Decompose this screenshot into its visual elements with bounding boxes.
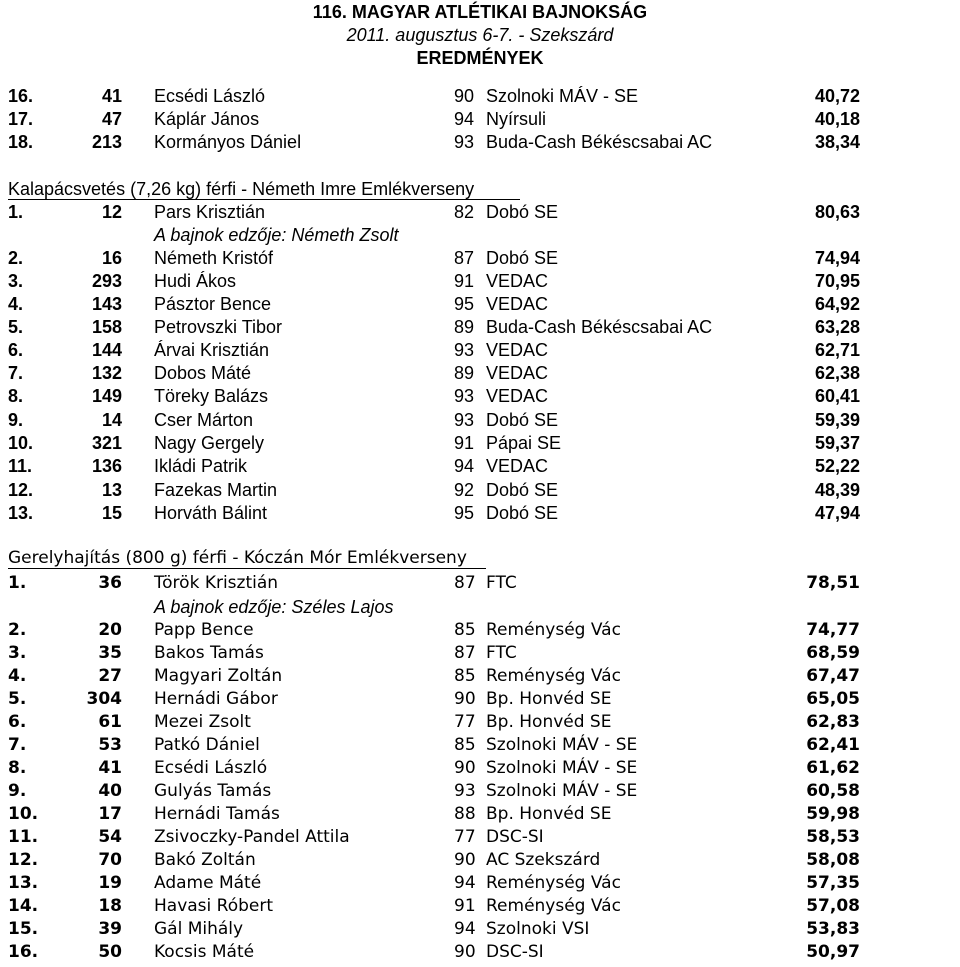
row-place: 6. [8, 340, 24, 360]
row-club: Reménység Vác [486, 873, 621, 893]
row-club: VEDAC [486, 340, 549, 360]
row-year: 93 [454, 386, 475, 406]
row-name: Adame Máté [154, 873, 262, 893]
row-name: Nagy Gergely [154, 433, 265, 453]
row-place: 16. [8, 86, 34, 106]
row-place: 18. [8, 132, 34, 152]
row-name: Hernádi Gábor [154, 689, 278, 709]
row-result: 59,37 [814, 433, 860, 453]
table-row [0, 734, 960, 756]
row-place: 7. [8, 363, 24, 383]
row-name: Hernádi Tamás [154, 804, 280, 824]
table-row [0, 757, 960, 779]
row-result: 61,62 [806, 758, 860, 778]
row-bib: 50 [98, 942, 122, 962]
table-row [0, 362, 960, 384]
row-year: 94 [454, 456, 475, 476]
row-bib: 158 [91, 317, 122, 337]
row-result: 78,51 [806, 573, 860, 593]
table-row [0, 572, 960, 594]
row-year: 93 [454, 410, 475, 430]
row-result: 74,77 [806, 620, 860, 640]
row-bib: 20 [98, 620, 122, 640]
row-place: 10. [8, 433, 34, 453]
hammer-section-title [8, 178, 474, 200]
row-name: Kocsis Máté [154, 942, 255, 962]
row-result: 62,41 [806, 735, 860, 755]
row-club: VEDAC [486, 386, 549, 406]
row-name: Gulyás Tamás [154, 781, 272, 801]
row-name: Árvai Krisztián [154, 340, 270, 360]
table-row [0, 316, 960, 338]
row-bib: 149 [91, 386, 122, 406]
row-name: Káplár János [154, 109, 260, 129]
row-result: 57,08 [806, 896, 860, 916]
row-year: 93 [454, 340, 475, 360]
row-club: Dobó SE [486, 480, 559, 500]
row-place: 8. [8, 386, 24, 406]
row-year: 85 [454, 666, 476, 686]
row-year: 95 [454, 294, 475, 314]
row-name: Kormányos Dániel [154, 132, 302, 152]
row-place: 11. [8, 456, 33, 476]
row-bib: 53 [98, 735, 122, 755]
row-club: VEDAC [486, 456, 549, 476]
hammer-title-text: Kalapácsvetés (7,26 kg) férfi - Németh Imre Emlékverseny [8, 179, 475, 199]
table-row [0, 849, 960, 871]
row-club: Reménység Vác [486, 896, 621, 916]
row-club: DSC-SI [486, 827, 544, 847]
row-result: 62,38 [814, 363, 860, 383]
row-bib: 39 [98, 919, 122, 939]
results-label: EREDMÉNYEK [416, 48, 544, 68]
row-result: 65,05 [806, 689, 860, 709]
row-bib: 15 [101, 503, 122, 523]
row-place: 10. [8, 804, 39, 824]
row-club: Reménység Vác [486, 620, 621, 640]
row-place: 12. [8, 850, 39, 870]
row-result: 62,71 [814, 340, 860, 360]
row-bib: 14 [101, 410, 122, 430]
row-year: 92 [454, 480, 475, 500]
row-year: 85 [454, 735, 476, 755]
row-name: Török Krisztián [154, 573, 279, 593]
row-year: 93 [454, 132, 475, 152]
row-year: 95 [454, 503, 475, 523]
row-place: 11. [8, 827, 39, 847]
row-club: DSC-SI [486, 942, 544, 962]
table-row [0, 803, 960, 825]
row-result: 70,95 [814, 271, 860, 291]
row-name: Horváth Bálint [154, 503, 268, 523]
row-year: 89 [454, 363, 475, 383]
row-result: 40,18 [814, 109, 860, 129]
row-bib: 136 [91, 456, 122, 476]
row-bib: 321 [91, 433, 122, 453]
row-result: 58,53 [806, 827, 860, 847]
table-row [0, 918, 960, 940]
row-bib: 19 [98, 873, 122, 893]
page-title: 116. MAGYAR ATLÉTIKAI BAJNOKSÁG [312, 2, 648, 22]
row-year: 87 [454, 248, 475, 268]
row-year: 77 [454, 712, 476, 732]
row-club: Pápai SE [486, 433, 562, 453]
row-club: Szolnoki MÁV - SE [486, 758, 638, 778]
row-club: VEDAC [486, 294, 549, 314]
row-result: 53,83 [806, 919, 860, 939]
row-place: 6. [8, 712, 27, 732]
row-bib: 12 [101, 202, 122, 222]
row-bib: 70 [98, 850, 122, 870]
row-year: 91 [454, 433, 475, 453]
row-result: 60,58 [806, 781, 860, 801]
row-result: 40,72 [814, 86, 860, 106]
row-year: 94 [454, 919, 476, 939]
row-name: Havasi Róbert [154, 896, 274, 916]
javelin-title-underline [8, 568, 486, 569]
table-row [0, 201, 960, 223]
table-row [0, 872, 960, 894]
row-club: Szolnoki MÁV - SE [486, 735, 638, 755]
row-result: 64,92 [814, 294, 860, 314]
row-year: 90 [454, 86, 475, 106]
row-name: Pásztor Bence [154, 294, 272, 314]
table-row [0, 479, 960, 501]
row-bib: 54 [98, 827, 122, 847]
row-bib: 41 [101, 86, 122, 106]
table-row [0, 895, 960, 917]
table-row [0, 108, 960, 130]
row-result: 50,97 [806, 942, 860, 962]
row-year: 90 [454, 850, 476, 870]
row-club: Szolnoki MÁV - SE [486, 86, 639, 106]
row-result: 58,08 [806, 850, 860, 870]
row-year: 91 [454, 896, 476, 916]
table-row [0, 85, 960, 107]
row-club: Nyírsuli [486, 109, 547, 129]
row-bib: 143 [91, 294, 122, 314]
event-date-place: 2011. augusztus 6-7. - Szekszárd [346, 25, 614, 45]
row-bib: 213 [91, 132, 122, 152]
row-bib: 304 [86, 689, 122, 709]
table-row [0, 432, 960, 454]
row-name: Mezei Zsolt [154, 712, 251, 732]
row-club: FTC [486, 643, 517, 663]
row-bib: 17 [98, 804, 122, 824]
row-result: 57,35 [806, 873, 860, 893]
row-club: FTC [486, 573, 517, 593]
row-place: 8. [8, 758, 27, 778]
row-place: 17. [8, 109, 34, 129]
row-place: 9. [8, 781, 27, 801]
hammer-coach-note: A bajnok edzője: Németh Zsolt [154, 225, 399, 245]
table-row [0, 502, 960, 524]
row-place: 4. [8, 294, 24, 314]
row-place: 14. [8, 896, 39, 916]
row-year: 94 [454, 109, 475, 129]
row-club: Szolnoki MÁV - SE [486, 781, 638, 801]
row-place: 5. [8, 689, 27, 709]
row-bib: 41 [98, 758, 122, 778]
table-row [0, 409, 960, 431]
row-name: Dobos Máté [154, 363, 252, 383]
row-result: 80,63 [814, 202, 860, 222]
row-place: 12. [8, 480, 34, 500]
row-result: 60,41 [814, 386, 860, 406]
row-year: 90 [454, 758, 476, 778]
row-result: 38,34 [814, 132, 860, 152]
table-row [0, 339, 960, 361]
row-name: Hudi Ákos [154, 271, 237, 291]
row-name: Töreky Balázs [154, 386, 269, 406]
row-name: Németh Kristóf [154, 248, 274, 268]
javelin-coach-note: A bajnok edzője: Széles Lajos [154, 597, 394, 617]
row-club: Bp. Honvéd SE [486, 804, 612, 824]
row-name: Zsivoczky-Pandel Attila [154, 827, 350, 847]
row-result: 59,39 [814, 410, 860, 430]
row-year: 87 [454, 643, 476, 663]
table-row [0, 665, 960, 687]
row-bib: 293 [91, 271, 122, 291]
row-place: 2. [8, 620, 27, 640]
row-name: Patkó Dániel [154, 735, 260, 755]
row-name: Bakos Tamás [154, 643, 264, 663]
row-year: 90 [454, 942, 476, 962]
row-result: 59,98 [806, 804, 860, 824]
row-place: 1. [8, 573, 27, 593]
row-place: 9. [8, 410, 24, 430]
row-result: 52,22 [814, 456, 860, 476]
table-row [0, 826, 960, 848]
table-row [0, 385, 960, 407]
hammer-title-underline [8, 199, 520, 200]
row-result: 74,94 [814, 248, 860, 268]
table-row [0, 688, 960, 710]
row-year: 90 [454, 689, 476, 709]
row-year: 88 [454, 804, 476, 824]
row-name: Bakó Zoltán [154, 850, 256, 870]
row-bib: 27 [98, 666, 122, 686]
row-bib: 61 [98, 712, 122, 732]
row-place: 3. [8, 643, 27, 663]
row-club: Dobó SE [486, 202, 559, 222]
row-name: Fazekas Martin [154, 480, 278, 500]
row-bib: 16 [101, 248, 122, 268]
row-result: 68,59 [806, 643, 860, 663]
row-name: Ecsédi László [154, 758, 268, 778]
table-row [0, 780, 960, 802]
row-club: Szolnoki VSI [486, 919, 590, 939]
row-name: Ikládi Patrik [154, 456, 248, 476]
row-place: 15. [8, 919, 39, 939]
row-result: 48,39 [814, 480, 860, 500]
row-year: 94 [454, 873, 476, 893]
row-year: 77 [454, 827, 476, 847]
row-club: VEDAC [486, 363, 549, 383]
row-year: 87 [454, 573, 476, 593]
row-place: 4. [8, 666, 27, 686]
row-year: 93 [454, 781, 476, 801]
row-year: 85 [454, 620, 476, 640]
row-bib: 36 [98, 573, 122, 593]
row-place: 13. [8, 873, 39, 893]
row-bib: 40 [98, 781, 122, 801]
row-bib: 13 [101, 480, 122, 500]
row-place: 1. [8, 202, 24, 222]
row-name: Gál Mihály [154, 919, 244, 939]
row-bib: 35 [98, 643, 122, 663]
table-row [0, 293, 960, 315]
row-name: Magyari Zoltán [154, 666, 283, 686]
row-place: 7. [8, 735, 27, 755]
javelin-section-title [8, 547, 467, 569]
row-bib: 144 [91, 340, 122, 360]
table-row [0, 247, 960, 269]
row-club: Dobó SE [486, 503, 559, 523]
javelin-title-text: Gerelyhajítás (800 g) férfi - Kóczán Mór Emlékverseny [8, 548, 467, 568]
row-place: 13. [8, 503, 34, 523]
row-club: Reménység Vác [486, 666, 621, 686]
row-place: 16. [8, 942, 39, 962]
row-name: Papp Bence [154, 620, 254, 640]
row-place: 5. [8, 317, 24, 337]
row-bib: 132 [91, 363, 122, 383]
row-bib: 18 [98, 896, 122, 916]
row-club: Bp. Honvéd SE [486, 689, 612, 709]
table-row [0, 642, 960, 664]
row-result: 67,47 [806, 666, 860, 686]
row-club: AC Szekszárd [486, 850, 601, 870]
row-result: 62,83 [806, 712, 860, 732]
row-club: Dobó SE [486, 410, 559, 430]
row-place: 3. [8, 271, 24, 291]
row-year: 89 [454, 317, 475, 337]
row-bib: 47 [101, 109, 122, 129]
row-year: 91 [454, 271, 475, 291]
row-result: 63,28 [814, 317, 860, 337]
table-row [0, 619, 960, 641]
row-club: Bp. Honvéd SE [486, 712, 612, 732]
row-name: Cser Márton [154, 410, 254, 430]
table-row [0, 455, 960, 477]
row-place: 2. [8, 248, 24, 268]
table-row [0, 711, 960, 733]
table-row [0, 131, 960, 153]
row-club: VEDAC [486, 271, 549, 291]
row-club: Buda-Cash Békéscsabai AC [486, 132, 713, 152]
row-name: Petrovszki Tibor [154, 317, 283, 337]
row-name: Ecsédi László [154, 86, 266, 106]
table-row [0, 270, 960, 292]
row-result: 47,94 [814, 503, 860, 523]
row-name: Pars Krisztián [154, 202, 266, 222]
row-year: 82 [454, 202, 475, 222]
row-club: Dobó SE [486, 248, 559, 268]
table-row [0, 941, 960, 963]
row-club: Buda-Cash Békéscsabai AC [486, 317, 713, 337]
